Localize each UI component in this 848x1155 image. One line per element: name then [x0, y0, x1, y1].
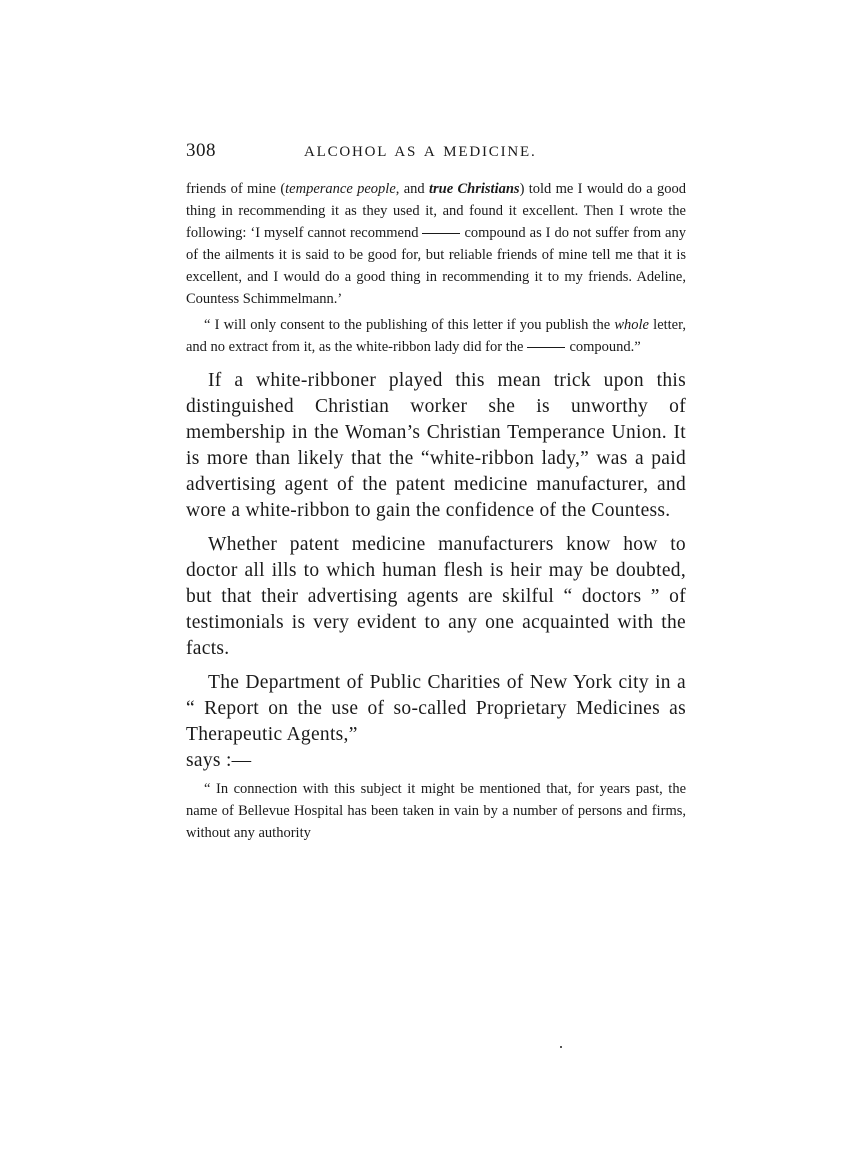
body-paragraph-2: Whether patent medicine manufacturers know how to doctor all ills to which human flesh is heir may be doubted, but that their advertising agents are skilful “ doctors ” of testimonials is very evident to any one acquainted with the facts. [186, 534, 686, 659]
page-number: 308 [186, 140, 216, 161]
omitted-name-dash [422, 233, 460, 234]
letter-paragraph-1: friends of mine (temperance people, and true Christians) told me I would do a good thing in recommending it as they used it, and found it excellent. Then I wrote the following: ‘I myself cannot recommend compound as I do not suffer from any of the ailments it is said to be good for, but reliable friends of mine tell me that it is excellent, and I would do a good thing in recommending it to my friends. Adeline, Countess Schimmelmann.’ [186, 181, 686, 307]
omitted-name-dash [527, 347, 565, 348]
report-quote: “ In connection with this subject it might be mentioned that, for years past, the name of Bellevue Hospital has been taken in vain by a number of persons and firms, without any authority [186, 781, 686, 841]
book-page [186, 140, 686, 844]
page-header [186, 140, 686, 172]
scan-speck [560, 1046, 562, 1048]
body-paragraph-3: The Department of Public Charities of New York city in a “ Report on the use of so-called Proprietary Medicines as Therapeutic Agents,” [186, 672, 686, 745]
letter-paragraph-2: “ I will only consent to the publishing of this letter if you publish the whole letter, and no extract from it, as the white-ribbon lady did for the compound.” [186, 317, 686, 355]
running-title: ALCOHOL AS A MEDICINE. [304, 144, 537, 160]
body-paragraph-1: If a white-ribboner played this mean trick upon this distinguished Christian worker she is unworthy of membership in the Woman’s Christian Temperance Union. It is more than likely that the “white-ribbon lady,” was a paid advertising agent of the patent medicine manufacturer, and wore a white-ribbon to gain the confidence of the Countess. [186, 370, 686, 521]
says-line: says :— [186, 750, 252, 771]
